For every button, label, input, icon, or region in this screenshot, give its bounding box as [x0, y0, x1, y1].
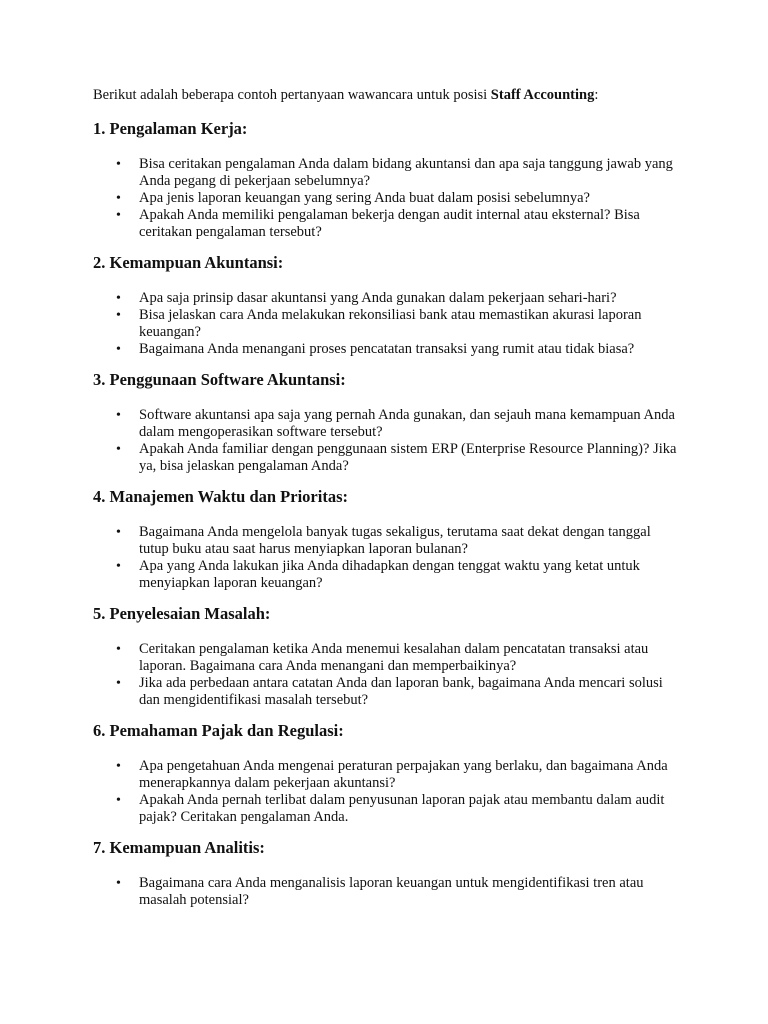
bullet-icon: •: [116, 676, 121, 691]
question-text: Apakah Anda pernah terlibat dalam penyusunan laporan pajak atau membantu dalam audit pajak? Ceritakan pengalaman Anda.: [139, 792, 665, 825]
question-text: Apakah Anda familiar dengan penggunaan sistem ERP (Enterprise Resource Planning)? Jika ya, bisa jelaskan pengalaman Anda?: [139, 441, 677, 474]
bullet-icon: •: [116, 642, 121, 657]
question-item: [116, 875, 683, 909]
section-problem-solving: [93, 604, 683, 709]
section-title: 2. Kemampuan Akuntansi:: [93, 253, 284, 272]
bullet-icon: •: [116, 342, 121, 357]
bullet-icon: •: [116, 525, 121, 540]
question-item: [116, 290, 683, 307]
section-analytical-skills: [93, 838, 683, 909]
question-item: [116, 524, 683, 558]
question-item: [116, 675, 683, 709]
section-title: 6. Pemahaman Pajak dan Regulasi:: [93, 721, 344, 740]
question-item: [116, 641, 683, 675]
question-text: Bagaimana Anda mengelola banyak tugas sekaligus, terutama saat dekat dengan tanggal tutup buku atau saat harus menyiapkan laporan bulanan?: [139, 524, 651, 557]
question-item: [116, 792, 683, 826]
intro-text: Berikut adalah beberapa contoh pertanyaan wawancara untuk posisi: [93, 87, 491, 103]
bullet-icon: •: [116, 157, 121, 172]
question-list: [93, 641, 683, 709]
question-text: Apa jenis laporan keuangan yang sering Anda buat dalam posisi sebelumnya?: [139, 190, 590, 206]
bullet-icon: •: [116, 559, 121, 574]
question-list: [93, 407, 683, 475]
question-item: [116, 341, 683, 358]
question-text: Apa saja prinsip dasar akuntansi yang Anda gunakan dalam pekerjaan sehari-hari?: [139, 290, 617, 306]
section-title: 5. Penyelesaian Masalah:: [93, 604, 271, 623]
section-work-experience: [93, 119, 683, 241]
bullet-icon: •: [116, 759, 121, 774]
question-text: Bisa ceritakan pengalaman Anda dalam bidang akuntansi dan apa saja tanggung jawab yang Anda pegang di pekerjaan sebelumnya?: [139, 156, 673, 189]
bullet-icon: •: [116, 442, 121, 457]
question-item: [116, 190, 683, 207]
question-list: [93, 758, 683, 826]
bullet-icon: •: [116, 291, 121, 306]
question-text: Bisa jelaskan cara Anda melakukan rekonsiliasi bank atau memastikan akurasi laporan keuangan?: [139, 307, 642, 340]
question-text: Apa pengetahuan Anda mengenai peraturan perpajakan yang berlaku, dan bagaimana Anda menerapkannya dalam pekerjaan akuntansi?: [139, 758, 668, 791]
bullet-icon: •: [116, 191, 121, 206]
section-accounting-skills: [93, 253, 683, 358]
bullet-icon: •: [116, 208, 121, 223]
question-item: [116, 758, 683, 792]
question-list: [93, 524, 683, 592]
section-time-management: [93, 487, 683, 592]
bullet-icon: •: [116, 876, 121, 891]
section-title: 4. Manajemen Waktu dan Prioritas:: [93, 487, 348, 506]
section-title: 1. Pengalaman Kerja:: [93, 119, 248, 138]
section-accounting-software: [93, 370, 683, 475]
document-page: [93, 86, 683, 921]
question-list: [93, 156, 683, 241]
section-title: 3. Penggunaan Software Akuntansi:: [93, 370, 346, 389]
question-item: [116, 156, 683, 190]
question-text: Jika ada perbedaan antara catatan Anda dan laporan bank, bagaimana Anda mencari solusi dan mengidentifikasi masalah tersebut?: [139, 675, 663, 708]
question-item: [116, 307, 683, 341]
question-list: [93, 290, 683, 358]
section-tax-regulation: [93, 721, 683, 826]
section-title: 7. Kemampuan Analitis:: [93, 838, 265, 857]
question-text: Apa yang Anda lakukan jika Anda dihadapkan dengan tenggat waktu yang ketat untuk menyiapkan laporan keuangan?: [139, 558, 640, 591]
question-item: [116, 207, 683, 241]
question-text: Bagaimana cara Anda menganalisis laporan keuangan untuk mengidentifikasi tren atau masalah potensial?: [139, 875, 644, 908]
intro-colon: :: [594, 87, 599, 103]
position-name: Staff Accounting: [490, 87, 595, 103]
bullet-icon: •: [116, 308, 121, 323]
question-text: Ceritakan pengalaman ketika Anda menemui kesalahan dalam pencatatan transaksi atau laporan. Bagaimana cara Anda menangani dan memperbaikinya?: [139, 641, 649, 674]
question-item: [116, 407, 683, 441]
question-text: Apakah Anda memiliki pengalaman bekerja dengan audit internal atau eksternal? Bisa ceritakan pengalaman tersebut?: [139, 207, 640, 240]
intro-paragraph: [93, 86, 683, 104]
question-text: Bagaimana Anda menangani proses pencatatan transaksi yang rumit atau tidak biasa?: [139, 341, 635, 357]
bullet-icon: •: [116, 408, 121, 423]
question-item: [116, 558, 683, 592]
question-text: Software akuntansi apa saja yang pernah Anda gunakan, dan sejauh mana kemampuan Anda dalam mengoperasikan software tersebut?: [139, 407, 675, 440]
question-list: [93, 875, 683, 909]
question-item: [116, 441, 683, 475]
bullet-icon: •: [116, 793, 121, 808]
